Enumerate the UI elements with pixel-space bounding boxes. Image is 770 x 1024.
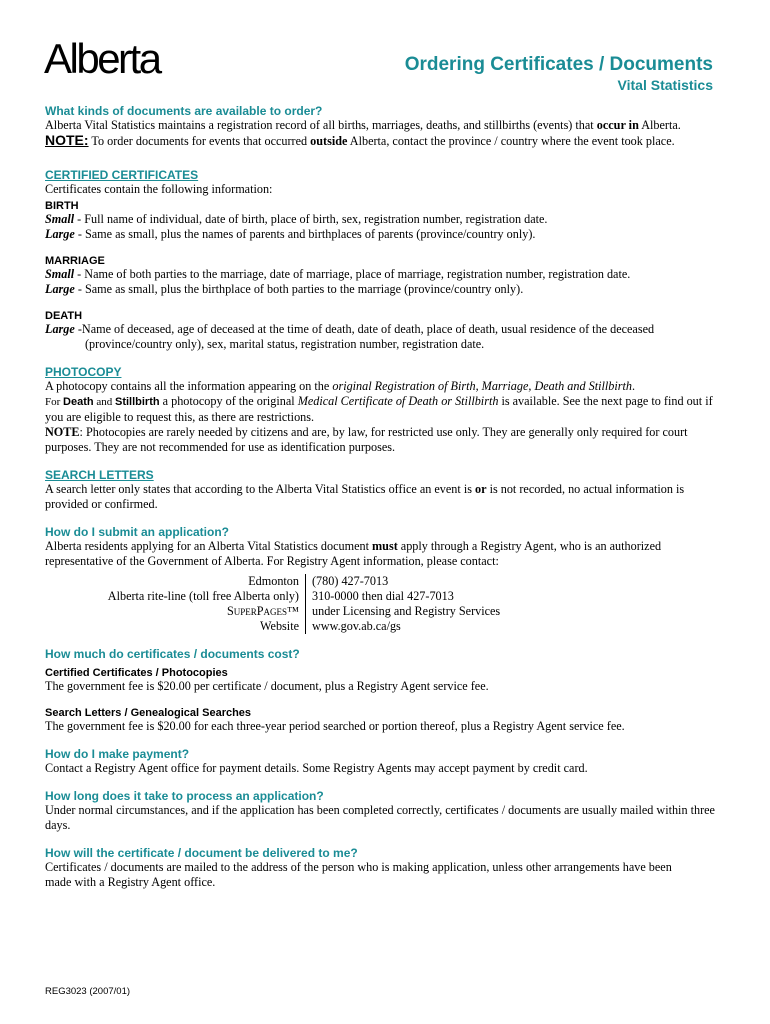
photocopy-note: NOTE: Photocopies are rarely needed by citizens and are, by law, for restricted use only. They are generally only required for court purposes. They are not recommended for use as identification purposes.: [45, 425, 688, 454]
intro-note: NOTE: To order documents for events that occurred outside Alberta, contact the province / country where the event took place.: [45, 132, 675, 148]
contact-label: Edmonton: [45, 574, 306, 589]
submit-text: Alberta residents applying for an Alberta Vital Statistics document must apply through a Registry Agent, who is an authorized representative of the Government of Alberta. For Registry Agent information, please contact:: [45, 539, 662, 568]
cost-question: How much do certificates / documents cost?: [45, 647, 300, 661]
payment-text: Contact a Registry Agent office for payment details. Some Registry Agents may accept payment by credit card.: [45, 761, 588, 775]
contacts-table: [45, 574, 506, 634]
delivery-question: How will the certificate / document be delivered to me?: [45, 846, 358, 860]
marriage-label: MARRIAGE: [45, 255, 105, 267]
marriage-small: Small - Name of both parties to the marriage, date of marriage, place of marriage, registration number, registration date.: [45, 267, 631, 281]
death-large-cont: (province/country only), sex, marital status, registration number, registration date.: [85, 337, 485, 351]
contact-label: Website: [45, 619, 306, 634]
contact-row: [45, 604, 506, 619]
contact-value: under Licensing and Registry Services: [312, 604, 501, 618]
form-code: REG3023 (2007/01): [45, 986, 131, 997]
contact-row: [45, 574, 506, 589]
contact-value: 310-0000 then dial 427-7013: [312, 589, 454, 603]
page-title: Ordering Certificates / Documents: [404, 54, 713, 75]
contact-label: SuperPages™: [45, 604, 306, 619]
contact-label: Alberta rite-line (toll free Alberta only): [45, 589, 306, 604]
cost-text-certified: The government fee is $20.00 per certificate / document, plus a Registry Agent service fee.: [45, 679, 489, 693]
photocopy-line2: For Death and Stillbirth a photocopy of the original Medical Certificate of Death or Stillbirth is available. See the next page to find out if you are eligible to request this, as there are restrictions.: [45, 394, 713, 424]
birth-label: BIRTH: [45, 200, 79, 212]
cost-sub-search: Search Letters / Genealogical Searches: [45, 707, 252, 719]
process-text: Under normal circumstances, and if the application has been completed correctly, certificates / documents are usually mailed within three days.: [45, 803, 715, 832]
submit-question: How do I submit an application?: [45, 525, 230, 539]
contact-value: www.gov.ab.ca/gs: [312, 619, 401, 633]
search-text: A search letter only states that according to the Alberta Vital Statistics office an event is or is not recorded, no actual information is provided or confirmed.: [45, 482, 685, 511]
page-subtitle: Vital Statistics: [617, 77, 713, 93]
search-heading: SEARCH LETTERS: [45, 468, 154, 482]
intro-text: Alberta Vital Statistics maintains a registration record of all births, marriages, deaths, and stillbirths (events) that occur in Alberta.: [45, 118, 681, 132]
birth-large: Large - Same as small, plus the names of parents and birthplaces of parents (province/country only).: [45, 227, 536, 241]
intro-question: What kinds of documents are available to order?: [45, 104, 323, 118]
contact-row: [45, 589, 506, 604]
birth-small: Small - Full name of individual, date of birth, place of birth, sex, registration number, registration date.: [45, 212, 548, 226]
certified-heading: CERTIFIED CERTIFICATES: [45, 168, 199, 182]
cost-text-search: The government fee is $20.00 for each three-year period searched or portion thereof, plus a Registry Agent service fee.: [45, 719, 625, 733]
death-label: DEATH: [45, 310, 83, 322]
marriage-large: Large - Same as small, plus the birthplace of both parties to the marriage (province/country only).: [45, 282, 524, 296]
certified-intro: Certificates contain the following information:: [45, 182, 273, 196]
death-large: Large -Name of deceased, age of deceased at the time of death, date of death, place of death, usual residence of the deceased: [45, 322, 655, 336]
photocopy-heading: PHOTOCOPY: [45, 365, 122, 379]
delivery-text: Certificates / documents are mailed to the address of the person who is making application, unless other arrangements have been made with a Registry Agent office.: [45, 860, 672, 889]
contact-value: (780) 427-7013: [312, 574, 389, 588]
alberta-logo: Alberta: [44, 35, 160, 82]
process-question: How long does it take to process an application?: [45, 789, 324, 803]
main-content: [45, 104, 715, 890]
contact-row: [45, 619, 506, 634]
cost-sub-certified: Certified Certificates / Photocopies: [45, 667, 228, 679]
payment-question: How do I make payment?: [45, 747, 190, 761]
photocopy-line1: A photocopy contains all the information appearing on the original Registration of Birth, Marriage, Death and Stillbirth.: [45, 379, 636, 393]
